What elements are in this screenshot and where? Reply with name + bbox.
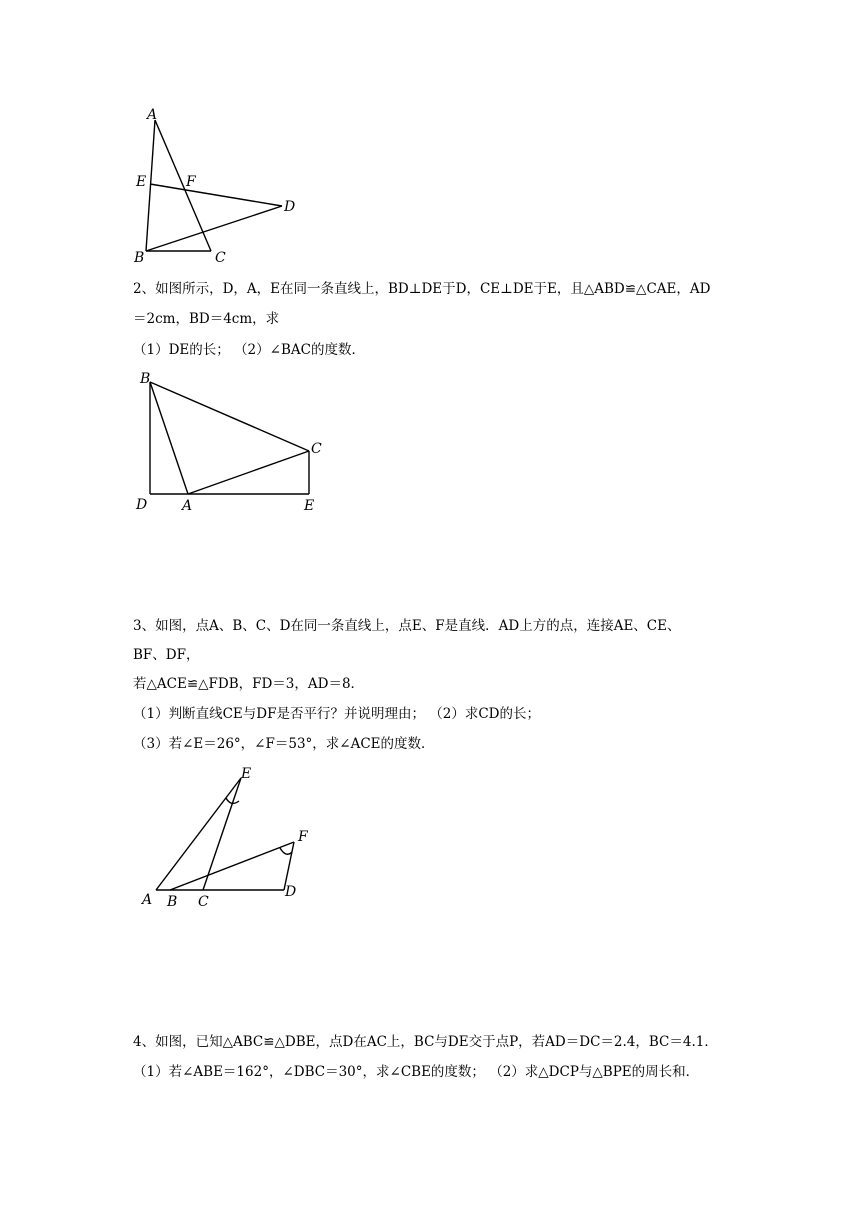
problem-2-line-1: 2、如图所示，D，A，E在同一条直线上，BD⊥DE于D，CE⊥DE于E，且△ABD≌△CAE，AD [133,281,711,297]
label-E: E [304,498,315,514]
label-C: C [215,250,226,266]
segment-CE [203,778,241,890]
label-C: C [198,894,209,910]
label-A: A [142,892,153,908]
problem-4-line-2: （1）若∠ABE＝162°，∠DBC＝30°，求∠CBE的度数； （2）求△DCP与△BPE的周长和． [133,1064,700,1080]
label-B: B [140,371,151,387]
problem-4-line-1: 4、如图，已知△ABC≌△DBE，点D在AC上，BC与DE交于点P，若AD＝DC＝2.4，BC＝4.1． [133,1034,718,1050]
segment-AE [156,778,241,890]
label-B: B [167,894,178,910]
label-B: B [134,250,145,266]
label-F: F [298,829,308,845]
problem-3-line-2: BF、DF， [133,647,200,663]
label-D: D [284,199,296,215]
label-E: E [136,174,147,190]
problem-3-line-5: （3）若∠E＝26°，∠F＝53°，求∠ACE的度数． [133,736,435,752]
problem-3-line-1: 3、如图，点A、B、C、D在同一条直线上，点E、F是直线．AD上方的点，连接AE、CE、 [133,618,681,634]
label-D: D [285,884,297,900]
label-A: A [182,498,193,514]
label-E: E [241,766,252,782]
segment-DF [284,842,294,890]
segment-BF [170,842,294,890]
label-C: C [311,441,322,457]
problem-2-line-2: ＝2cm，BD＝4cm，求 [133,311,280,327]
angle-F-arc [280,848,292,854]
problem-3-line-4: （1）判断直线CE与DF是否平行？并说明理由； （2）求CD的长； [133,706,540,722]
label-F: F [186,174,196,190]
problem-2-line-3: （1）DE的长； （2）∠BAC的度数． [133,342,365,358]
label-D: D [136,497,148,513]
problem-3-line-3: 若△ACE≌△FDB，FD＝3，AD＝8． [133,676,365,692]
label-A: A [147,107,158,123]
